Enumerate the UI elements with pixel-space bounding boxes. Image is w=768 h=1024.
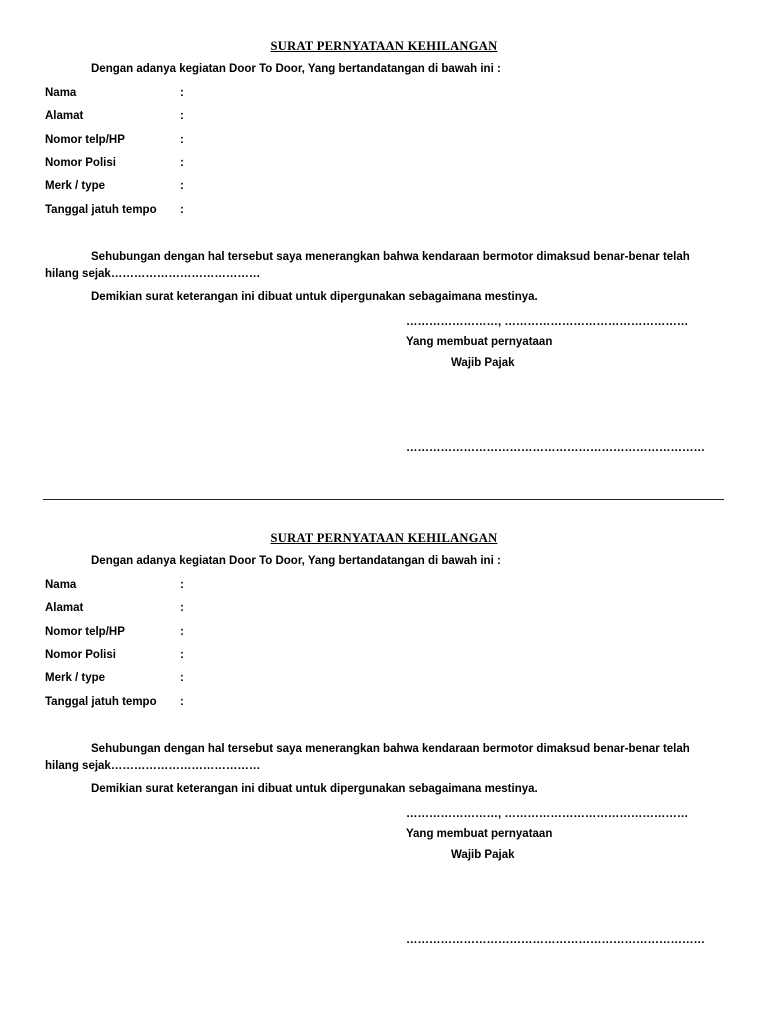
field-colon: : <box>180 110 184 122</box>
field-label: Nama <box>45 87 77 99</box>
closing-text: Demikian surat keterangan ini dibuat untuk dipergunakan sebagaimana mestinya. <box>91 783 538 795</box>
field-colon: : <box>180 134 184 146</box>
statement-form <box>0 0 768 470</box>
statement-text: Sehubungan dengan hal tersebut saya menerangkan bahwa kendaraan bermotor dimaksud benar-benar telah <box>91 251 690 263</box>
field-alamat <box>45 110 445 126</box>
statement-text-continued: hilang sejak………………………………… <box>45 760 261 772</box>
field-label: Nomor telp/HP <box>45 134 125 146</box>
signature-line: …………………………………………………………………… <box>406 442 705 454</box>
field-nomor-telp <box>45 134 445 150</box>
statement-form <box>0 492 768 962</box>
signer-label: Yang membuat pernyataan <box>406 336 553 348</box>
closing-text: Demikian surat keterangan ini dibuat untuk dipergunakan sebagaimana mestinya. <box>91 291 538 303</box>
field-label: Alamat <box>45 602 84 614</box>
field-tanggal-jatuh-tempo <box>45 204 445 220</box>
intro-text: Dengan adanya kegiatan Door To Door, Yang bertandatangan di bawah ini : <box>91 63 501 75</box>
field-nama <box>45 579 445 595</box>
field-nomor-telp <box>45 626 445 642</box>
signer-label: Yang membuat pernyataan <box>406 828 553 840</box>
field-merk-type <box>45 672 445 688</box>
place-date-line: ……………………, ………………………………………… <box>406 808 689 820</box>
field-label: Nama <box>45 579 77 591</box>
field-label: Tanggal jatuh tempo <box>45 204 157 216</box>
field-colon: : <box>180 157 184 169</box>
field-label: Alamat <box>45 110 84 122</box>
place-date-line: ……………………, ………………………………………… <box>406 316 689 328</box>
field-alamat <box>45 602 445 618</box>
field-colon: : <box>180 696 184 708</box>
field-colon: : <box>180 204 184 216</box>
field-label: Nomor Polisi <box>45 649 116 661</box>
field-colon: : <box>180 602 184 614</box>
field-colon: : <box>180 579 184 591</box>
field-colon: : <box>180 87 184 99</box>
field-label: Merk / type <box>45 672 106 684</box>
signer-role: Wajib Pajak <box>451 357 515 369</box>
intro-text: Dengan adanya kegiatan Door To Door, Yang bertandatangan di bawah ini : <box>91 555 501 567</box>
field-nomor-polisi <box>45 157 445 173</box>
field-label: Nomor telp/HP <box>45 626 125 638</box>
field-tanggal-jatuh-tempo <box>45 696 445 712</box>
field-label: Tanggal jatuh tempo <box>45 696 157 708</box>
statement-text-continued: hilang sejak………………………………… <box>45 268 261 280</box>
field-colon: : <box>180 180 184 192</box>
form-title: SURAT PERNYATAAN KEHILANGAN <box>270 531 498 545</box>
field-colon: : <box>180 626 184 638</box>
field-merk-type <box>45 180 445 196</box>
signer-role: Wajib Pajak <box>451 849 515 861</box>
field-nomor-polisi <box>45 649 445 665</box>
form-title: SURAT PERNYATAAN KEHILANGAN <box>270 39 498 53</box>
field-nama <box>45 87 445 103</box>
statement-text: Sehubungan dengan hal tersebut saya menerangkan bahwa kendaraan bermotor dimaksud benar-benar telah <box>91 743 690 755</box>
field-colon: : <box>180 672 184 684</box>
signature-line: …………………………………………………………………… <box>406 934 705 946</box>
field-colon: : <box>180 649 184 661</box>
field-label: Merk / type <box>45 180 106 192</box>
field-label: Nomor Polisi <box>45 157 116 169</box>
